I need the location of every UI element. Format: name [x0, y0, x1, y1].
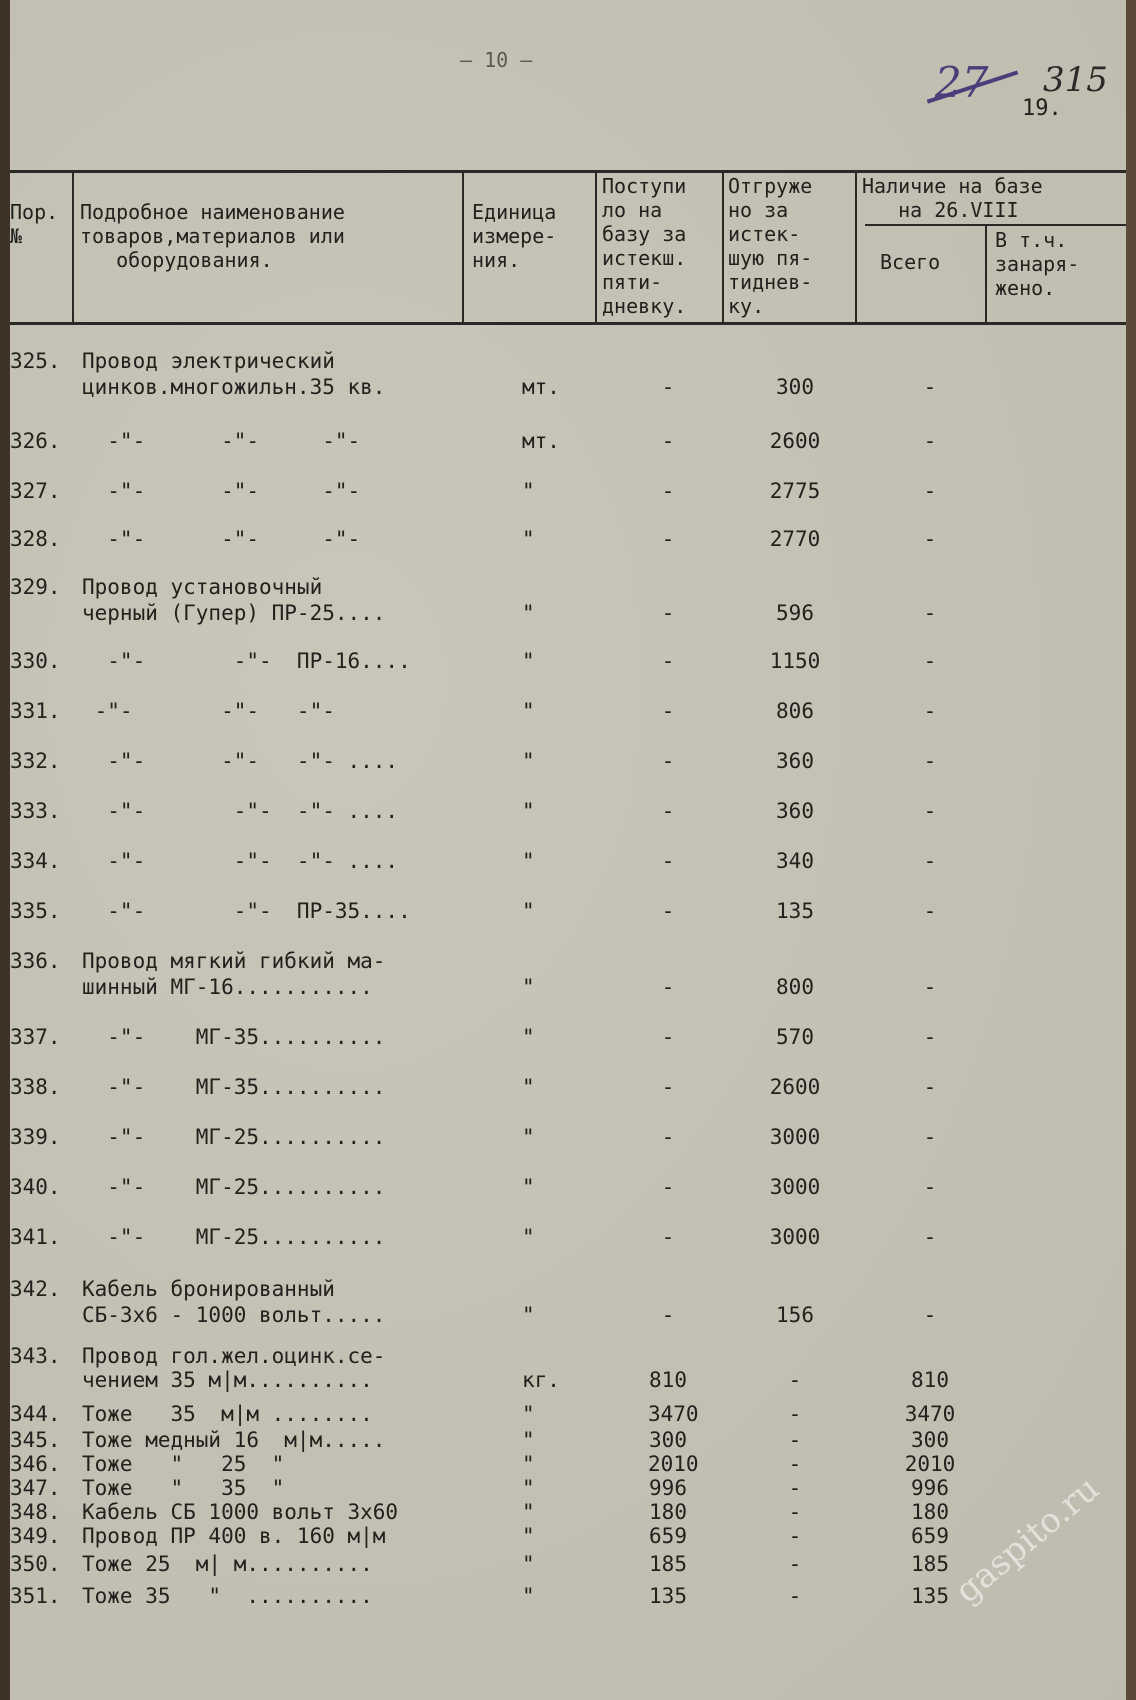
shipped-qty: - [788, 1524, 802, 1548]
unit-of-measure: " [522, 1125, 535, 1149]
unit-of-measure: " [522, 1500, 535, 1524]
shipped-qty: 360 [776, 749, 814, 773]
item-name: -"- -"- -"- .... [82, 799, 399, 823]
row-number: 346. [10, 1452, 61, 1476]
row-number: 345. [10, 1428, 61, 1452]
unit-of-measure: " [522, 479, 535, 503]
received-qty: - [661, 527, 675, 551]
unit-of-measure: " [522, 1175, 535, 1199]
received-qty: - [661, 1025, 675, 1049]
received-qty: - [661, 899, 675, 923]
row-number: 340. [10, 1175, 61, 1199]
shipped-qty: 570 [776, 1025, 814, 1049]
shipped-qty: 360 [776, 799, 814, 823]
document-page [10, 0, 1126, 1700]
stock-total: - [923, 849, 937, 873]
col-divider [595, 170, 597, 322]
received-qty: - [661, 699, 675, 723]
row-number: 328. [10, 527, 61, 551]
unit-of-measure: " [522, 1584, 535, 1608]
stock-total: - [923, 601, 937, 625]
unit-of-measure: " [522, 1225, 535, 1249]
shipped-qty: 2770 [769, 527, 821, 551]
unit-of-measure: " [522, 1552, 535, 1576]
received-qty: - [661, 849, 675, 873]
received-qty: - [661, 1075, 675, 1099]
unit-of-measure: " [522, 1402, 535, 1426]
col-divider [462, 170, 464, 322]
shipped-qty: 3000 [769, 1125, 821, 1149]
stock-total: 3470 [904, 1402, 956, 1426]
unit-of-measure: " [522, 899, 535, 923]
row-number: 351. [10, 1584, 61, 1608]
stock-total: - [923, 479, 937, 503]
stock-total: - [923, 375, 937, 399]
stock-total: 659 [911, 1524, 949, 1548]
item-name: -"- МГ-25.......... [82, 1125, 386, 1149]
stock-total: - [923, 799, 937, 823]
header-col-unit: Единица измере- ния. [472, 200, 557, 272]
row-number: 330. [10, 649, 61, 673]
unit-of-measure: " [522, 527, 535, 551]
received-qty: 810 [649, 1368, 687, 1392]
stock-total: - [923, 699, 937, 723]
shipped-qty: 2775 [769, 479, 821, 503]
shipped-qty: 800 [776, 975, 814, 999]
unit-of-measure: " [522, 699, 535, 723]
shipped-qty: 3000 [769, 1175, 821, 1199]
received-qty: 185 [649, 1552, 687, 1576]
row-number: 332. [10, 749, 61, 773]
shipped-qty: 1150 [769, 649, 821, 673]
unit-of-measure: мт. [522, 429, 560, 453]
page-number: — 10 — [460, 48, 533, 72]
item-name: Тоже медный 16 м|м..... [82, 1428, 386, 1452]
shipped-qty: 2600 [769, 429, 821, 453]
item-name: Кабель СБ 1000 вольт 3х60 [82, 1500, 399, 1524]
row-number: 349. [10, 1524, 61, 1548]
col-divider [855, 170, 857, 322]
stock-total: - [923, 1025, 937, 1049]
row-number: 334. [10, 849, 61, 873]
row-number: 331. [10, 699, 61, 723]
row-number: 341. [10, 1225, 61, 1249]
stock-total: - [923, 899, 937, 923]
unit-of-measure: " [522, 849, 535, 873]
item-name: -"- -"- -"- .... [82, 749, 399, 773]
item-name: -"- МГ-35.......... [82, 1025, 386, 1049]
item-name: Тоже 35 " .......... [82, 1584, 373, 1608]
unit-of-measure: " [522, 649, 535, 673]
shipped-qty: - [788, 1428, 802, 1452]
header-col-shipped: Отгруже но за истек- шую пя- тиднев- ку. [728, 174, 813, 318]
unit-of-measure: " [522, 975, 535, 999]
binding-spine [0, 0, 10, 1700]
row-number: 350. [10, 1552, 61, 1576]
shipped-qty: 3000 [769, 1225, 821, 1249]
received-qty: 2010 [648, 1452, 699, 1476]
received-qty: - [661, 1125, 675, 1149]
shipped-qty: - [788, 1476, 802, 1500]
received-qty: - [661, 799, 675, 823]
stock-total: 810 [911, 1368, 949, 1392]
col-divider [985, 226, 987, 322]
header-col-name: Подробное наименование товаров,материалов или оборудования. [80, 200, 345, 272]
col-divider [722, 170, 724, 322]
stock-total: - [923, 749, 937, 773]
item-name: -"- МГ-35.......... [82, 1075, 386, 1099]
item-name: Провод гол.жел.оцинк.се- чением 35 м|м.......... [82, 1344, 386, 1392]
row-number: 343. [10, 1344, 61, 1368]
shipped-qty: 2600 [769, 1075, 821, 1099]
unit-of-measure: " [522, 749, 535, 773]
stock-total: - [923, 527, 937, 551]
item-name: Провод электрический цинков.многожильн.35 кв. [82, 349, 386, 399]
header-col-total: Всего [880, 250, 941, 274]
stock-total: - [923, 1175, 937, 1199]
received-qty: - [661, 429, 675, 453]
unit-of-measure: " [522, 1428, 535, 1452]
row-number: 326. [10, 429, 61, 453]
stock-total: 135 [911, 1584, 949, 1608]
row-number: 339. [10, 1125, 61, 1149]
stock-total: - [923, 1075, 937, 1099]
header-col-stock: Наличие на базе на 26.VIII [862, 174, 1043, 222]
item-name: -"- -"- -"- [82, 479, 361, 503]
received-qty: - [661, 375, 675, 399]
row-number: 329. [10, 575, 61, 599]
received-qty: - [661, 601, 675, 625]
item-name: -"- -"- ПР-16.... [82, 649, 411, 673]
item-name: Провод ПР 400 в. 160 м|м [82, 1524, 386, 1548]
shipped-qty: - [788, 1552, 802, 1576]
item-name: Кабель бронированный СБ-3х6 - 1000 вольт..... [82, 1277, 386, 1327]
shipped-qty: 135 [776, 899, 814, 923]
unit-of-measure: " [522, 1075, 535, 1099]
item-name: -"- -"- -"- [82, 527, 361, 551]
received-qty: 659 [649, 1524, 687, 1548]
unit-of-measure: " [522, 1303, 535, 1327]
received-qty: - [661, 1225, 675, 1249]
stock-total: - [923, 1225, 937, 1249]
item-name: -"- МГ-25.......... [82, 1225, 386, 1249]
item-name: Тоже 25 м| м.......... [82, 1552, 373, 1576]
shipped-qty: 596 [776, 601, 814, 625]
item-name: -"- -"- -"- [82, 699, 335, 723]
stock-total: - [923, 649, 937, 673]
row-number: 327. [10, 479, 61, 503]
row-number: 336. [10, 949, 61, 973]
stock-total: 996 [911, 1476, 949, 1500]
header-top-rule [10, 170, 1126, 173]
received-qty: 996 [649, 1476, 687, 1500]
header-bottom-rule [10, 322, 1126, 325]
unit-of-measure: " [522, 1476, 535, 1500]
shipped-qty: 806 [776, 699, 814, 723]
stock-total: 300 [911, 1428, 949, 1452]
received-qty: - [661, 479, 675, 503]
shipped-qty: - [788, 1584, 802, 1608]
item-name: Провод установочный черный (Гупер) ПР-25.... [82, 575, 386, 625]
stock-total: 185 [911, 1552, 949, 1576]
shipped-qty: - [788, 1500, 802, 1524]
item-name: -"- МГ-25.......... [82, 1175, 386, 1199]
item-name: -"- -"- -"- [82, 429, 361, 453]
shipped-qty: 156 [776, 1303, 814, 1327]
item-name: -"- -"- ПР-35.... [82, 899, 411, 923]
stock-total: - [923, 1125, 937, 1149]
shipped-qty: 340 [776, 849, 814, 873]
header-col-received: Поступи ло на базу за истекш. пяти- дневку. [602, 174, 687, 318]
row-number: 348. [10, 1500, 61, 1524]
stock-sub-rule [865, 224, 1126, 226]
folio-old-number: 27 [935, 58, 989, 107]
row-number: 337. [10, 1025, 61, 1049]
stock-total: - [923, 429, 937, 453]
received-qty: - [661, 749, 675, 773]
folio-new-number: 315 [1043, 60, 1108, 100]
received-qty: 180 [649, 1500, 687, 1524]
item-name: Тоже " 35 " [82, 1476, 285, 1500]
row-number: 338. [10, 1075, 61, 1099]
row-number: 342. [10, 1277, 61, 1301]
received-qty: - [661, 975, 675, 999]
shipped-qty: - [788, 1368, 802, 1392]
received-qty: - [661, 649, 675, 673]
item-name: Тоже 35 м|м ........ [82, 1402, 373, 1426]
unit-of-measure: " [522, 1524, 535, 1548]
unit-of-measure: кг. [522, 1368, 560, 1392]
unit-of-measure: " [522, 601, 535, 625]
unit-of-measure: " [522, 799, 535, 823]
unit-of-measure: мт. [522, 375, 560, 399]
unit-of-measure: " [522, 1025, 535, 1049]
received-qty: 135 [649, 1584, 687, 1608]
row-number: 325. [10, 349, 61, 373]
item-name: -"- -"- -"- .... [82, 849, 399, 873]
shipped-qty: 300 [776, 375, 814, 399]
col-divider [72, 170, 74, 322]
row-number: 333. [10, 799, 61, 823]
row-number: 335. [10, 899, 61, 923]
unit-of-measure: " [522, 1452, 535, 1476]
received-qty: - [661, 1303, 675, 1327]
stock-total: 2010 [904, 1452, 956, 1476]
header-col-loaded: В т.ч. занаря- жено. [995, 228, 1080, 300]
received-qty: 300 [649, 1428, 687, 1452]
header-col-no: Пор. № [10, 200, 59, 248]
year-mark: 19. [1022, 96, 1062, 121]
shipped-qty: - [788, 1402, 802, 1426]
stock-total: - [923, 975, 937, 999]
row-number: 347. [10, 1476, 61, 1500]
received-qty: - [661, 1175, 675, 1199]
shipped-qty: - [788, 1452, 802, 1476]
watermark: gaspito.ru [947, 1468, 1108, 1612]
row-number: 344. [10, 1402, 61, 1426]
item-name: Тоже " 25 " [82, 1452, 285, 1476]
stock-total: 180 [911, 1500, 949, 1524]
stock-total: - [923, 1303, 937, 1327]
received-qty: 3470 [648, 1402, 699, 1426]
item-name: Провод мягкий гибкий ма- шинный МГ-16........... [82, 949, 386, 999]
